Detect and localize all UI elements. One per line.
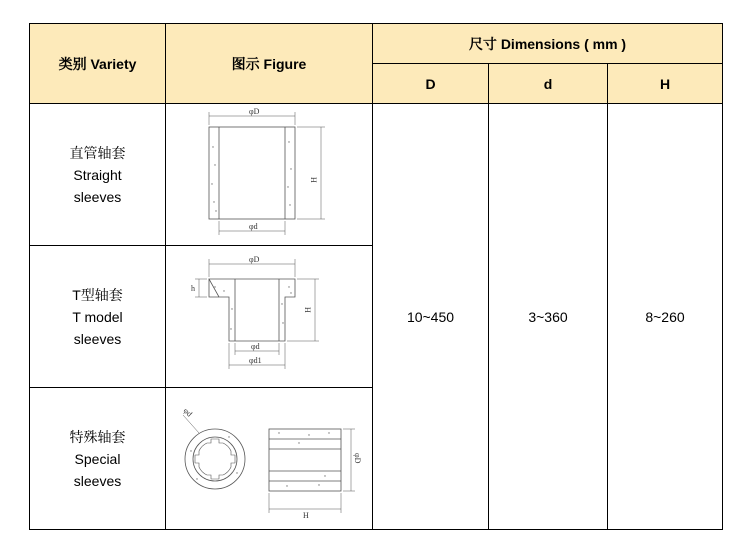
variety-cell-straight xyxy=(30,104,166,246)
value-D: 10~450 xyxy=(373,104,489,530)
label-phiD: φD xyxy=(249,107,260,116)
variety-en: Special xyxy=(74,450,121,467)
dimensions-table xyxy=(29,23,723,530)
label-phid: φd xyxy=(181,406,195,419)
figure-special-sleeve xyxy=(166,388,373,530)
label-phid1: φd1 xyxy=(249,356,262,365)
label-phid: φd xyxy=(249,222,258,231)
header-col-D: D xyxy=(373,64,489,104)
label-H: H xyxy=(309,177,318,183)
variety-cn: T型轴套 xyxy=(72,286,123,303)
variety-en: Straight xyxy=(73,166,122,183)
value-H: 8~260 xyxy=(608,104,723,530)
t-model-sleeve-drawing xyxy=(169,249,369,384)
variety-en: sleeves xyxy=(73,472,122,489)
label-h: h xyxy=(191,284,195,293)
variety-en: sleeves xyxy=(73,330,122,347)
label-phid: φd xyxy=(251,342,260,351)
label-H: H xyxy=(303,307,312,313)
variety-cell-special xyxy=(30,388,166,530)
header-figure: 图示 Figure xyxy=(166,24,373,104)
label-H: H xyxy=(303,511,309,520)
header-col-d: d xyxy=(489,64,608,104)
variety-cn: 直管轴套 xyxy=(69,144,126,161)
straight-sleeve-drawing xyxy=(169,107,369,242)
value-d: 3~360 xyxy=(489,104,608,530)
label-phiD: φD xyxy=(353,453,362,464)
table-row-straight xyxy=(30,104,723,246)
figure-t-model-sleeve xyxy=(166,246,373,388)
label-phiD: φD xyxy=(249,255,260,264)
special-sleeve-drawing xyxy=(169,391,369,526)
header-dimensions: 尺寸 Dimensions ( mm ) xyxy=(373,24,723,64)
figure-straight-sleeve xyxy=(166,104,373,246)
variety-cell-t-model xyxy=(30,246,166,388)
variety-en: T model xyxy=(72,308,123,325)
variety-cn: 特殊轴套 xyxy=(69,428,126,445)
variety-en: sleeves xyxy=(73,188,122,205)
header-col-H: H xyxy=(608,64,723,104)
header-variety: 类别 Variety xyxy=(30,24,166,104)
